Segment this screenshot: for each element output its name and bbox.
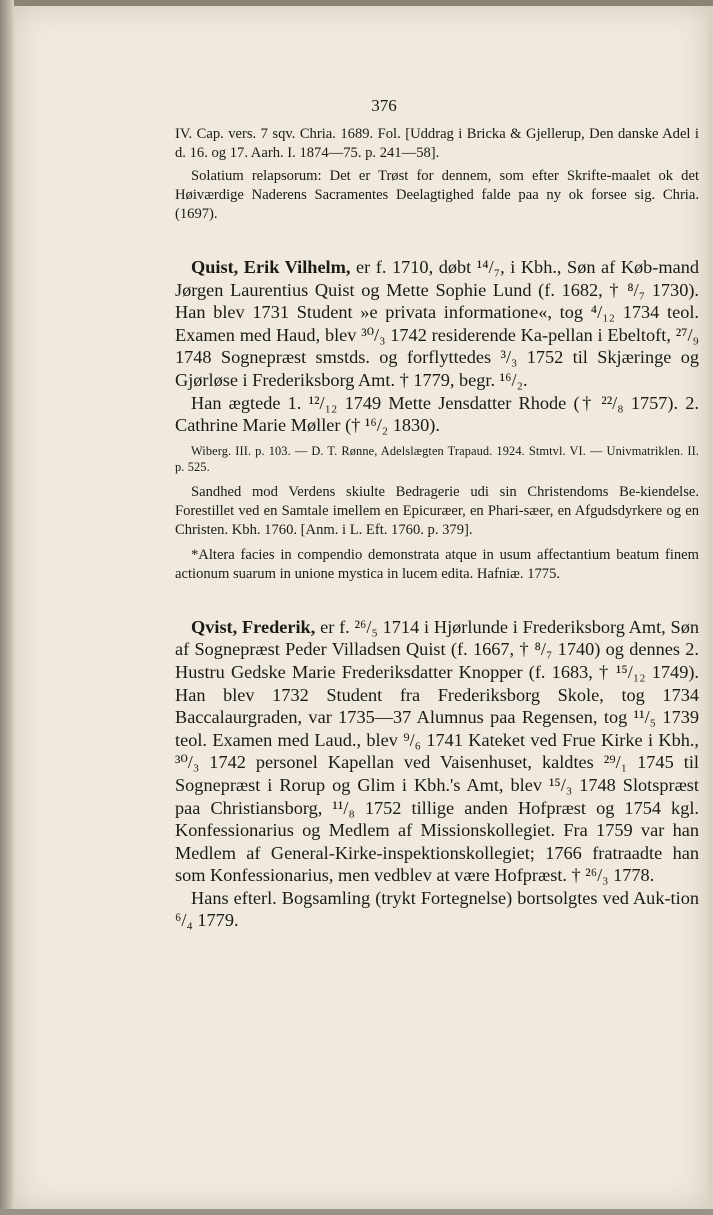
page-content — [175, 125, 699, 932]
solatium-paragraph: Solatium relapsorum: Det er Trøst for dennem, som efter Skrifte-maalet ok det Høiværdige Naderens Sacramentes Deelagtighed falde paa ny ok forsee sig. Chria. (1697). — [175, 168, 699, 222]
entry-qvist-name: Qvist, Frederik, — [191, 616, 316, 637]
entry-qvist-bio — [175, 616, 699, 887]
page-binding-edge — [0, 0, 14, 1215]
entry-quist-bio-text: er f. 1710, døbt ¹⁴/₇, i Kbh., Søn af Køb-mand Jørgen Laurentius Quist og Mette Sophie Lund (f. 1682, † ⁸/₇ 1730). Han blev 1731 Student »e privata informatione«, tog ⁴/₁₂ 1734 teol. Examen med Haud, blev ³⁰/₃ 1742 residerende Ka-pellan i Ebeltoft, ²⁷/₉ 1748 Sognepræst smstds. og forflyttedes ³/₃ 1752 til Skjæringe og Gjørløse i Frederiksborg Amt. † 1779, begr. ¹⁶/₂. — [175, 257, 700, 390]
citation-paragraph: IV. Cap. vers. 7 sqv. Chria. 1689. Fol. [Uddrag i Bricka & Gjellerup, Den danske Adel i d. 16. og 17. Aarh. I. 1874—75. p. 241—58]. — [175, 126, 699, 161]
page-number: 376 — [371, 96, 397, 115]
entry-quist-work-1: Sandhed mod Verdens skiulte Bedragerie udi sin Christendoms Be-kiendelse. Forestillet ved en Samtale imellem en Epicuræer, en Phari-sæer, en Afgudsdyrkere og en Christen. Kbh. 1760. [Anm. i L. Eft. 1760. p. 379]. — [175, 483, 699, 538]
entry-qvist-bio-text: er f. ²⁶/₅ 1714 i Hjørlunde i Frederiksborg Amt, Søn af Sognepræst Peder Villadsen Quist (f. 1667, † ⁸/₇ 1740) og dennes 2. Hustru Gedske Marie Frederiksdatter Knopper (f. 1683, † ¹⁵/₁₂ 1749). Han blev 1732 Student fra Frederiksborg Skole, tog 1734 Baccalaurgraden, var 1735—37 Alumnus paa Regensen, tog ¹¹/₅ 1739 teol. Examen med Laud., blev ⁹/₆ 1741 Kateket ved Frue Kirke i Kbh., ³⁰/₃ 1742 personel Kapellan ved Vaisenhuset, kaldtes ²⁹/₁ 1745 til Sognepræst i Rorup og Glim i Kbh.'s Amt, blev ¹⁵/₃ 1748 Slotspræst paa Christiansborg, ¹¹/₈ 1752 tillige anden Hofpræst og 1754 kgl. Konfessionarius og Medlem af Missionskollegiet. Fra 1759 var han Medlem af General-Kirke-inspektionskollegiet; 1766 fratraadte han som Konfessionarius, men vedblev at være Hofpræst. † ²⁶/₃ 1778. — [175, 616, 699, 886]
entry-quist-name: Quist, Erik Vilhelm, — [191, 257, 351, 277]
entry-qvist-library: Hans efterl. Bogsamling (trykt Fortegnelse) bortsolgtes ved Auk-tion ⁶/₄ 1779. — [175, 887, 699, 931]
entry-quist-sources: Wiberg. III. p. 103. — D. T. Rønne, Adelslægten Trapaud. 1924. Stmtvl. VI. — Univmatriklen. II. p. 525. — [175, 443, 699, 474]
entry-quist-bio — [175, 256, 699, 392]
entry-quist-marriage: Han ægtede 1. ¹²/₁₂ 1749 Mette Jensdatter Rhode († ²²/₈ 1757). 2. Cathrine Marie Møller († ¹⁶/₂ 1830). — [175, 392, 699, 436]
entry-quist-work-2: *Altera facies in compendio demonstrata atque in usum affectantium beatum finem actionum suarum in unione mystica in lucem edita. Hafniæ. 1775. — [175, 546, 699, 582]
page-bottom-edge — [0, 1209, 713, 1215]
